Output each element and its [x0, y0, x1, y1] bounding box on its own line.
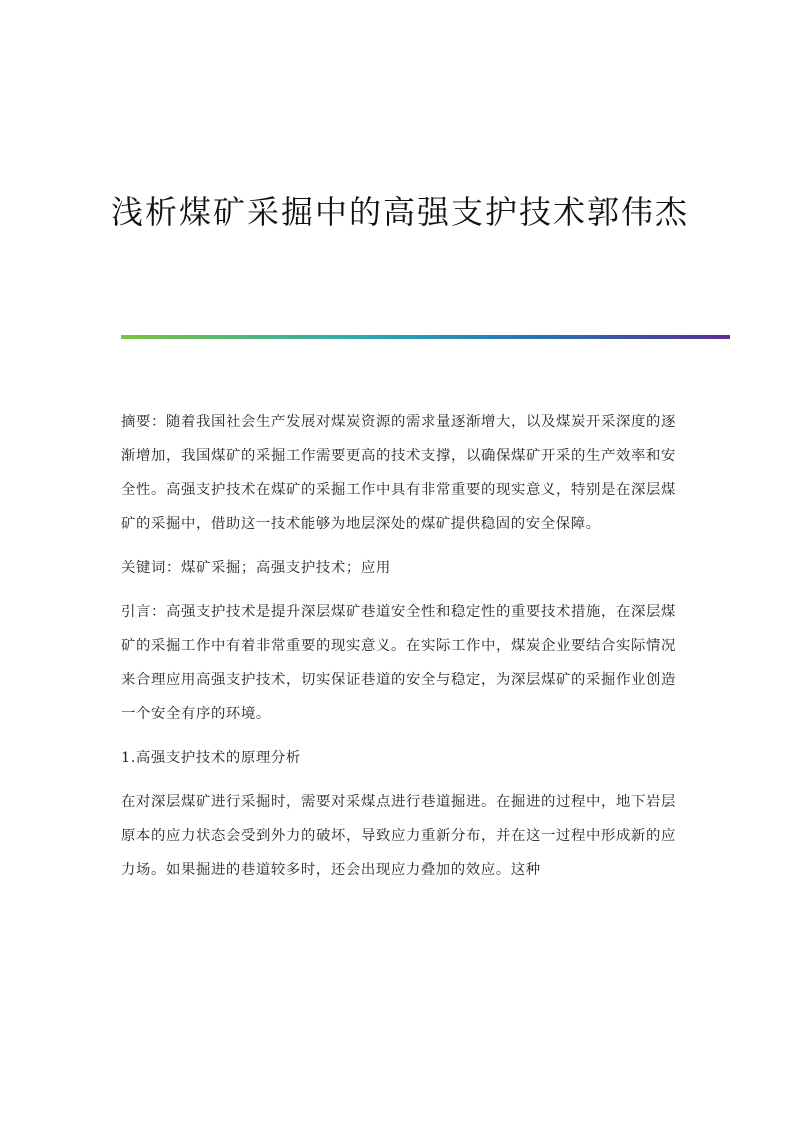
- abstract-paragraph: 摘要：随着我国社会生产发展对煤炭资源的需求量逐渐增大，以及煤炭开采深度的逐渐增加，我国煤矿的采掘工作需要更高的技术支撑，以确保煤矿开采的生产效率和安全性。高强支护技术在煤矿的采掘工作中具有非常重要的现实意义，特别是在深层煤矿的采掘中，借助这一技术能够为地层深处的煤矿提供稳固的安全保障。: [121, 414, 676, 532]
- document-body: [121, 405, 676, 897]
- introduction-paragraph: 引言：高强支护技术是提升深层煤矿巷道安全性和稳定性的重要技术措施，在深层煤矿的采掘工作中有着非常重要的现实意义。在实际工作中，煤炭企业要结合实际情况来合理应用高强支护技术，切实保证巷道的安全与稳定，为深层煤矿的采掘作业创造一个安全有序的环境。: [121, 604, 676, 722]
- title-divider: [121, 335, 730, 339]
- section-heading: 1.高强支护技术的原理分析: [121, 750, 301, 766]
- document-title: 浅析煤矿采掘中的高强支护技术郭伟杰: [110, 193, 689, 231]
- body-paragraph: 在对深层煤矿进行采掘时，需要对采煤点进行巷道掘进。在掘进的过程中，地下岩层原本的应力状态会受到外力的破坏，导致应力重新分布，并在这一过程中形成新的应力场。如果掘进的巷道较多时，还会出现应力叠加的效应。这种: [121, 794, 676, 878]
- keywords-paragraph: 关键词：煤矿采掘；高强支护技术；应用: [121, 560, 391, 576]
